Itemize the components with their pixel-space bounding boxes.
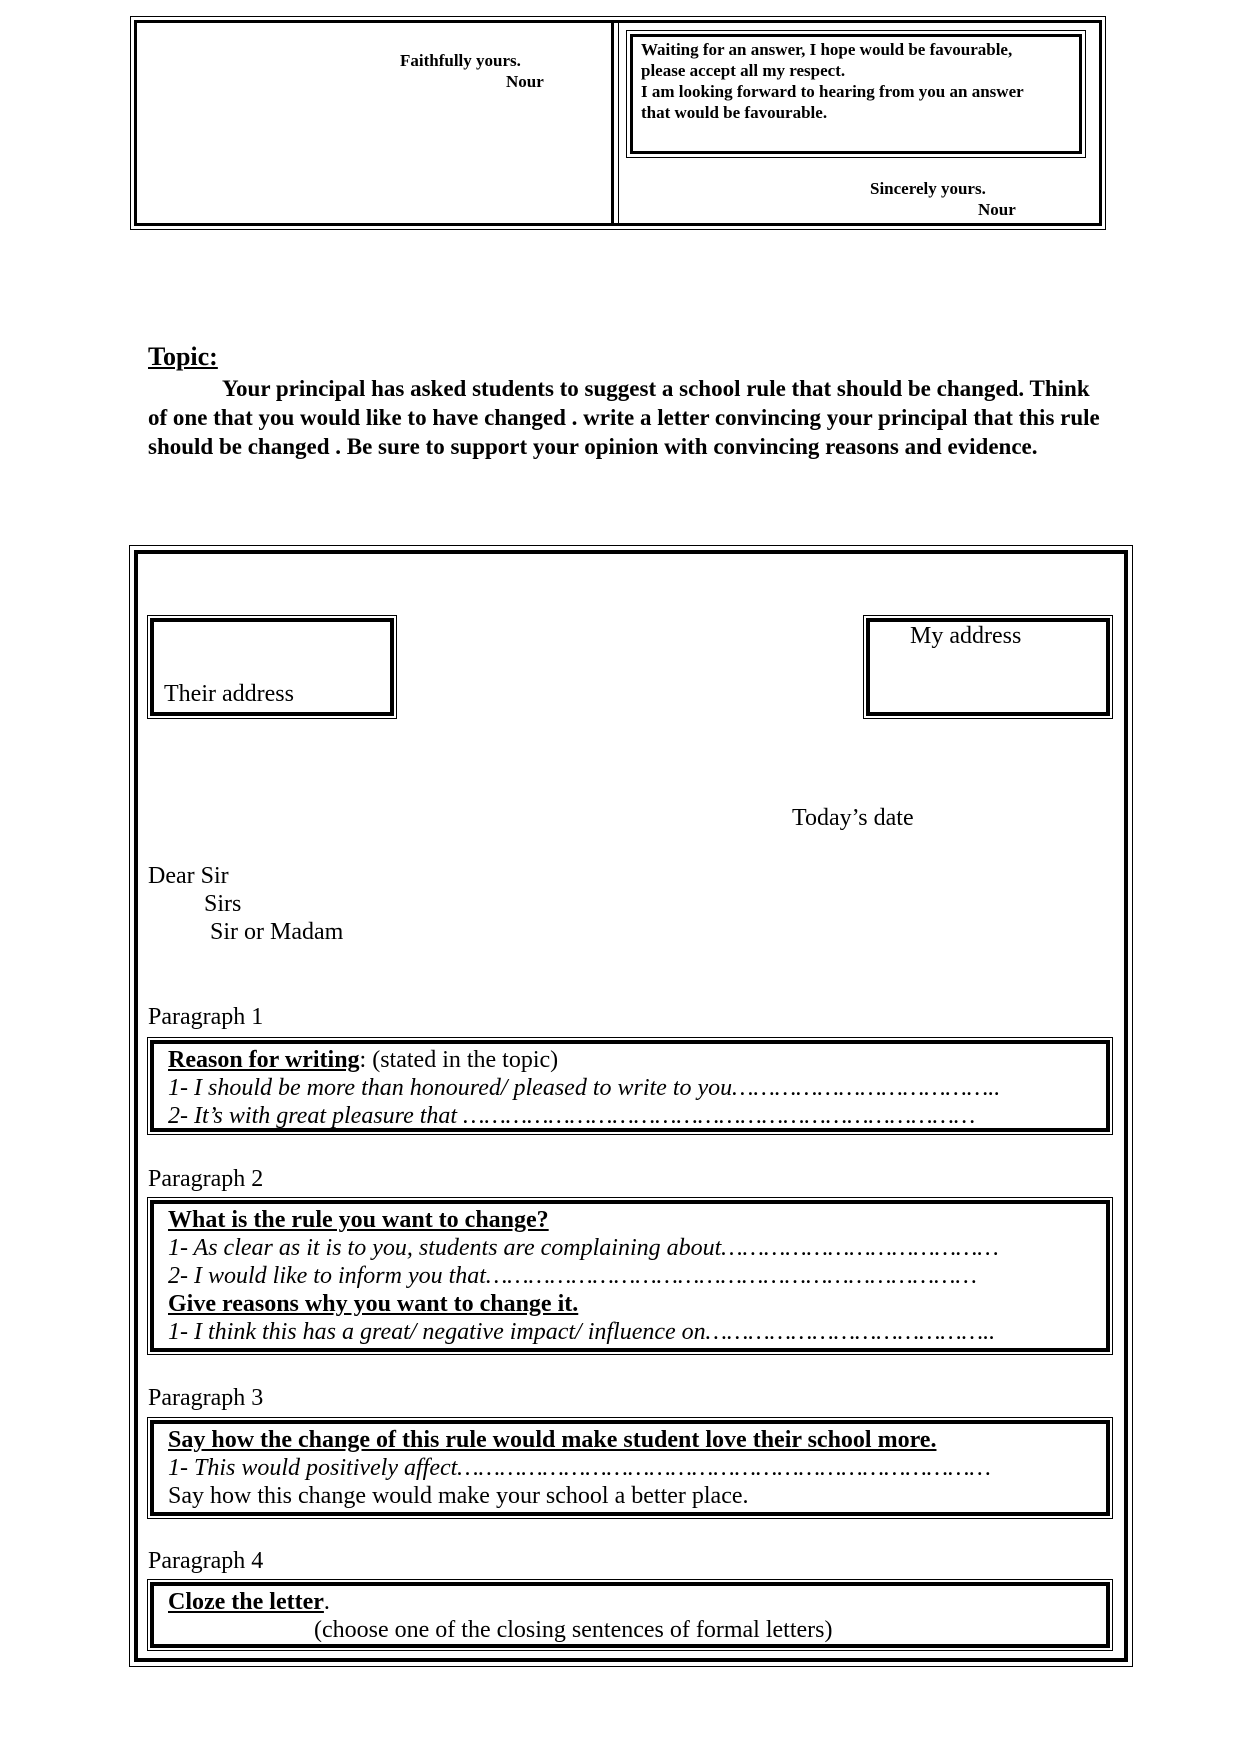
topic-heading: Topic:	[148, 342, 218, 371]
paragraph-4-label: Paragraph 4	[148, 1548, 264, 1574]
paragraph-4-plain: (choose one of the closing sentences of formal letters)	[314, 1617, 833, 1643]
paragraph-2-heading: What is the rule you want to change?	[168, 1207, 549, 1233]
faithfully-line: Faithfully yours.	[400, 51, 521, 70]
paragraph-3-line-1: 1- This would positively affect…………………………………………………………………	[168, 1455, 991, 1481]
closing-sentence-1b: please accept all my respect.	[641, 61, 846, 80]
paragraph-2-heading-2: Give reasons why you want to change it.	[168, 1291, 579, 1317]
faithfully-closing	[400, 50, 560, 92]
closing-examples-divider	[611, 20, 619, 226]
paragraph-1-box	[150, 1040, 1110, 1132]
closing-sentence-2a: I am looking forward to hearing from you an answer	[641, 82, 1024, 101]
sincerely-line: Sincerely yours.	[870, 179, 986, 198]
paragraph-4-heading-line	[168, 1588, 1092, 1616]
paragraph-2-box	[150, 1200, 1110, 1352]
paragraph-2-line-2: 2- I would like to inform you that……………………………………………………………	[168, 1263, 977, 1289]
paragraph-1-line-2: 2- It’s with great pleasure that ………………………………………………………………	[168, 1103, 976, 1129]
paragraph-3-heading: Say how the change of this rule would make student love their school more.	[168, 1427, 937, 1453]
salutation-dear-sir: Dear Sir	[148, 863, 229, 889]
date-label: Today’s date	[792, 805, 914, 831]
paragraph-4-box	[150, 1582, 1110, 1648]
salutation-sirs: Sirs	[204, 891, 242, 917]
paragraph-1-heading-suffix: : (stated in the topic)	[359, 1047, 559, 1073]
sincerely-signature: Nour	[978, 200, 1016, 219]
closing-sentence-1a: Waiting for an answer, I hope would be favourable,	[641, 40, 1013, 59]
sincerely-closing	[870, 178, 1030, 220]
paragraph-3-label: Paragraph 3	[148, 1385, 264, 1411]
paragraph-1-heading: Reason for writing	[168, 1047, 360, 1073]
closing-sentence-2b: that would be favourable.	[641, 103, 828, 122]
paragraph-1-label: Paragraph 1	[148, 1004, 264, 1030]
paragraph-2-line-3: 1- I think this has a great/ negative impact/ influence on…………………………………..	[168, 1319, 996, 1345]
my-address-label: My address	[910, 623, 1022, 649]
closing-sentences-box	[630, 34, 1082, 154]
paragraph-1-line-1: 1- I should be more than honoured/ pleased to write to you………………………………..	[168, 1075, 1001, 1101]
paragraph-2-line-1: 1- As clear as it is to you, students are complaining about…………………………………	[168, 1235, 999, 1261]
paragraph-1-heading-line	[168, 1046, 1092, 1074]
paragraph-4-heading-suffix: .	[323, 1589, 330, 1615]
paragraph-3-box	[150, 1420, 1110, 1516]
their-address-label: Their address	[164, 681, 294, 707]
paragraph-2-label: Paragraph 2	[148, 1166, 264, 1192]
faithfully-signature: Nour	[506, 72, 544, 91]
paragraph-3-plain: Say how this change would make your school a better place.	[168, 1483, 749, 1509]
topic-text: Your principal has asked students to suggest a school rule that should be changed. Think of one that you would like to have changed . write a letter convincing your principal that this rule should be changed . Be sure to support your opinion with convincing reasons and evidence.	[148, 376, 1100, 459]
salutation-sir-or-madam: Sir or Madam	[210, 919, 344, 945]
paragraph-4-heading: Cloze the letter	[168, 1589, 324, 1615]
